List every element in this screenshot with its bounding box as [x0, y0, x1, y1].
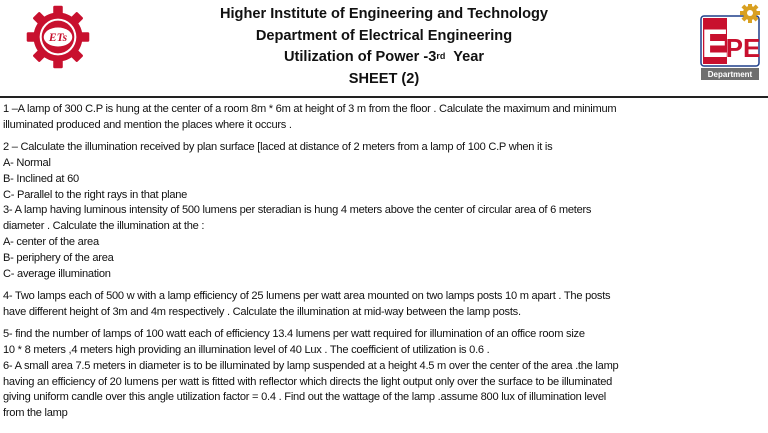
- question-3-line: diameter . Calculate the illumination at the :: [3, 220, 205, 233]
- header-divider: [0, 96, 768, 98]
- question-5-line: 5- find the number of lamps of 100 watt each of efficiency 13.4 lumens per watt required for illumination of an office room size: [3, 327, 585, 340]
- question-6-line: having an efficiency of 20 lumens per watt is fitted with reflector which directs the light output only over the surface to be illuminated: [3, 375, 613, 388]
- course-title-main: Utilization of Power -3: [283, 49, 437, 65]
- department-name: Department of Electrical Engineering: [255, 27, 513, 44]
- question-3: [3, 203, 765, 283]
- question-6: [3, 359, 765, 423]
- question-2: [3, 140, 765, 204]
- logo-right-e: E: [701, 22, 729, 66]
- logo-right-caption: Department: [707, 70, 753, 79]
- question-2-option: A- Normal: [3, 156, 51, 169]
- institute-logo-gear-icon: [24, 3, 92, 71]
- question-2-option: B- Inclined at 60: [3, 172, 79, 185]
- question-4-line: 4- Two lamps each of 500 w with a lamp efficiency of 25 lumens per watt area mounted on two lamps posts 10 m apart . The posts: [3, 289, 611, 302]
- page-header: [0, 0, 768, 96]
- department-logo-icon: [698, 4, 762, 82]
- logo-right-pe: PE: [725, 33, 761, 63]
- questions-body: [3, 102, 765, 422]
- institute-name: Higher Institute of Engineering and Technology: [219, 6, 549, 22]
- question-2-option: C- Parallel to the right rays in that plane: [3, 188, 188, 201]
- question-3-option: A- center of the area: [3, 236, 99, 249]
- question-3-option: B- periphery of the area: [3, 252, 114, 265]
- course-title-end: Year: [445, 49, 485, 65]
- question-3-option: C- average illumination: [3, 268, 111, 281]
- question-4-line: have different height of 3m and 4m respectively . Calculate the illumination at mid-way between the lamp posts.: [3, 305, 521, 318]
- title-block: [150, 4, 618, 90]
- question-5: [3, 327, 765, 359]
- question-1: [3, 102, 765, 134]
- question-1-line: illuminated produced and mention the places where it occurs .: [3, 118, 292, 131]
- question-1-line: 1 –A lamp of 300 C.P is hung at the center of a room 8m * 6m at height of 3 m from the floor . Calculate the maximum and minimum: [3, 103, 617, 115]
- course-title: [150, 47, 618, 69]
- sheet-title: SHEET (2): [348, 70, 420, 87]
- course-title-superscript: rd: [436, 51, 446, 61]
- question-6-line: from the lamp: [3, 407, 68, 420]
- question-6-line: giving uniform candle over this angle utilization factor = 0.4 . Find out the wattage of the lamp .assume 800 lux of illumination level: [3, 391, 606, 404]
- question-2-line: 2 – Calculate the illumination received by plan surface [laced at distance of 2 meters from a lamp of 100 C.P when it is: [3, 140, 553, 153]
- question-5-line: 10 * 8 meters ,4 meters high providing an illumination level of 40 Lux . The coefficient of utilization is 0.6 .: [3, 343, 490, 356]
- logo-left-text: ETs: [48, 31, 68, 45]
- question-3-line: 3- A lamp having luminous intensity of 500 lumens per steradian is hung 4 meters above the center of circular area of 6 meters: [3, 204, 592, 217]
- question-6-line: 6- A small area 7.5 meters in diameter is to be illuminated by lamp suspended at a height 4.5 m over the center of the area .the lamp: [3, 359, 619, 372]
- question-4: [3, 289, 765, 321]
